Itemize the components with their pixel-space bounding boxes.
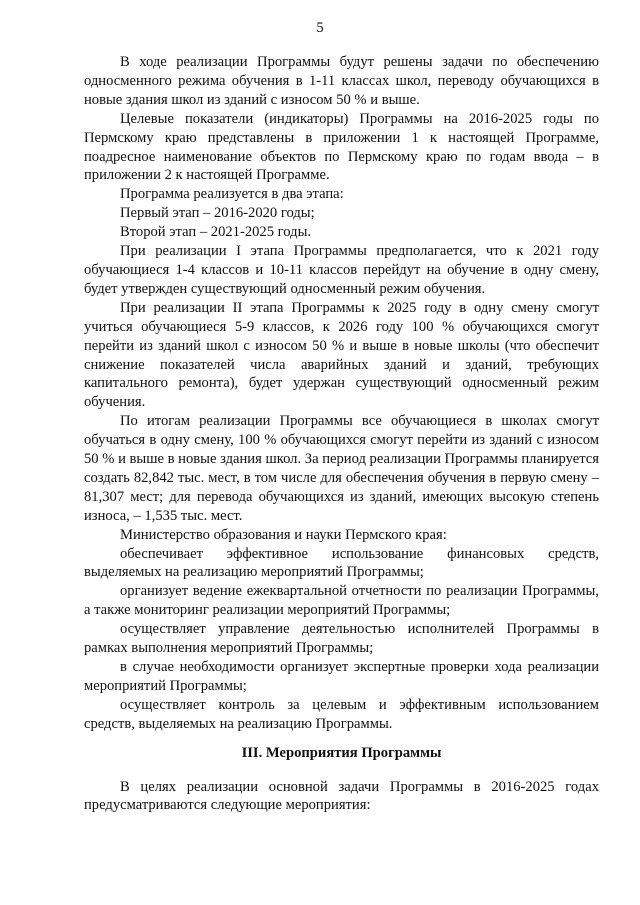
paragraph: Второй этап – 2021-2025 годы. — [120, 224, 312, 241]
paragraph: организует ведение ежеквартальной отчетности по реализации Программы, а также мониторинг реализации мероприятий Программы; — [84, 583, 599, 619]
paragraph: В ходе реализации Программы будут решены задачи по обеспечению односменного режима обучения в 1-11 классах школ, переводу обучающихся в новые здания школ из зданий с износом 50 % и выше. — [84, 54, 599, 108]
paragraph: Программа реализуется в два этапа: — [120, 186, 344, 203]
paragraph: Целевые показатели (индикаторы) Программы на 2016-2025 годы по Пермскому краю представлены в приложении 1 к настоящей Программе, поадресное наименование объектов по Пермскому краю по годам ввода – в приложении 2 к настоящей Программе. — [84, 110, 599, 184]
paragraph: Министерство образования и науки Пермского края: — [120, 526, 447, 543]
paragraph: осуществляет контроль за целевым и эффективным использованием средств, выделяемых на реализацию Программы. — [84, 696, 599, 732]
paragraph: осуществляет управление деятельностью исполнителей Программы в рамках выполнения мероприятий Программы; — [84, 621, 599, 657]
paragraph: в случае необходимости организует экспертные проверки хода реализации мероприятий Программы; — [84, 659, 599, 694]
paragraph: По итогам реализации Программы все обучающиеся в школах смогут обучаться в одну смену, 100 % обучающихся смогут перейти из зданий с износом 50 % и выше в новые здания школ. За период реализации Программы планируется создать 82,842 тыс. мест, в том числе для обеспечения обучения в первую смену – 81,307 мест; для перевода обучающихся из зданий, имеющих высокую степень износа, – 1,535 тыс. мест. — [84, 413, 599, 524]
paragraph: Первый этап – 2016-2020 годы; — [120, 205, 315, 222]
section-heading: III. Мероприятия Программы — [241, 744, 442, 761]
page-number: 5 — [316, 20, 324, 36]
document-body — [84, 53, 599, 815]
paragraph: При реализации I этапа Программы предполагается, что к 2021 году обучающиеся 1-4 классов и 10-11 классов перейдут на обучение в одну смену, будет утвержден существующий односменный режим обучения. — [84, 243, 599, 297]
paragraph: обеспечивает эффективное использование финансовых средств, выделяемых на реализацию мероприятий Программы; — [84, 545, 599, 581]
paragraph: В целях реализации основной задачи Программы в 2016-2025 годах предусматриваются следующие мероприятия: — [84, 778, 599, 814]
paragraph: При реализации II этапа Программы к 2025 году в одну смену смогут учиться обучающиеся 5-9 классов, к 2026 году 100 % обучающихся смогут перейти из зданий школ с износом 50 % и выше в новые школы (что обеспечит снижение показателей числа аварийных зданий и зданий, требующих капитального ремонта), будет удержан существующий односменный режим обучения. — [84, 299, 599, 411]
